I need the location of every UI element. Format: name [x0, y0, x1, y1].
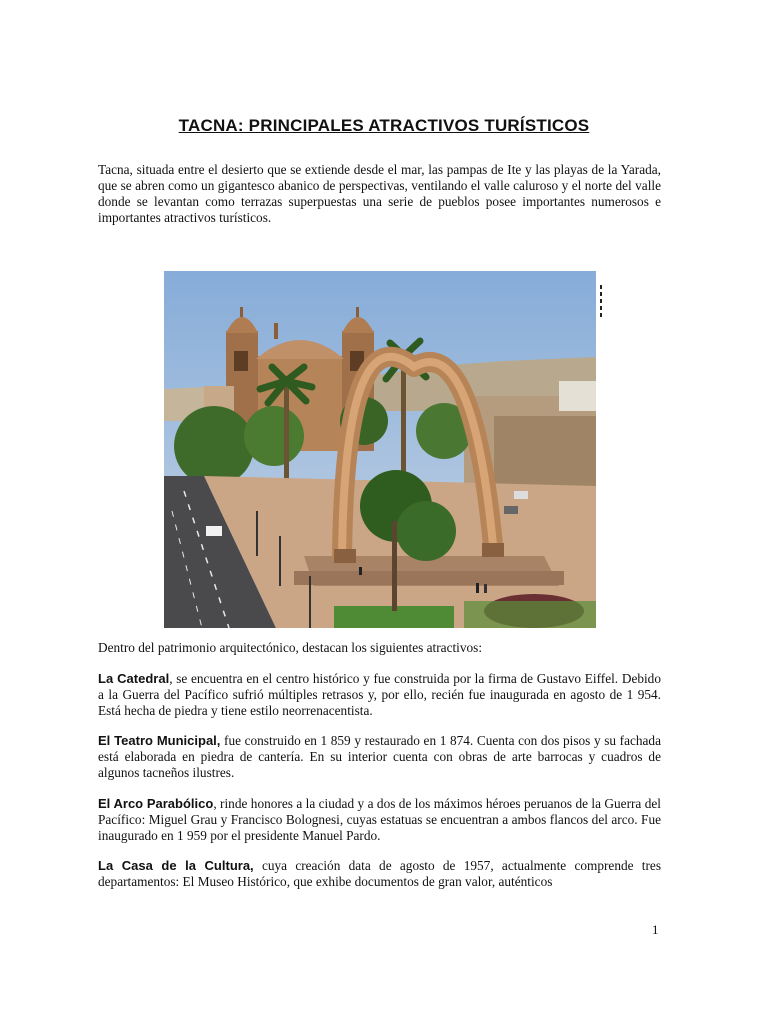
page-number: 1: [652, 922, 659, 937]
section-body: , se encuentra en el centro histórico y fue construida por la firma de Gustavo Eiffel. Debido a la Guerra del Pacífico sufrió múltiples retrasos y, por ello, recién fue inaugurada en agosto de 1 954. Está hecha de piedra y tiene estilo neorrenacentista.: [98, 671, 661, 718]
section-arco: [98, 796, 661, 844]
lead-in-paragraph: Dentro del patrimonio arquitectónico, destacan los siguientes atractivos:: [98, 640, 483, 655]
section-heading: La Catedral: [98, 671, 170, 686]
section-body: fue construido en 1 859 y restaurado en 1 874. Cuenta con dos pisos y su fachada está elaborada en piedra de cantería. En su interior cuenta con obras de arte barrocas y cuadros de algunos tacneños ilustres.: [98, 733, 661, 780]
section-heading: El Teatro Municipal,: [98, 733, 221, 748]
section-heading: La Casa de la Cultura,: [98, 858, 254, 873]
intro-paragraph: Tacna, situada entre el desierto que se extiende desde el mar, las pampas de Ite y las playas de la Yarada, que se abren como un gigantesco abanico de perspectivas, ventilando el valle caluroso y el norte del valle donde se levantan como terrazas superpuestas una serie de pueblos posee importantes numerosos e importantes atractivos turísticos.: [98, 162, 661, 225]
page-title: TACNA: PRINCIPALES ATRACTIVOS TURÍSTICOS: [178, 116, 590, 135]
section-teatro: [98, 733, 661, 781]
section-body: , rinde honores a la ciudad y a dos de los máximos héroes peruanos de la Guerra del Pacífico: Miguel Grau y Francisco Bolognesi, cuyas estatuas se encuentran a ambos flancos del arco. Fue inaugurado en 1 959 por el presidente Manuel Pardo.: [98, 796, 662, 843]
section-heading: El Arco Parabólico: [98, 796, 214, 811]
section-body: cuya creación data de agosto de 1957, actualmente comprende tres departamentos: El Museo Histórico, que exhibe documentos de gran valor, auténticos: [98, 858, 661, 889]
plaza-photo: [164, 271, 596, 628]
section-casa-cultura: [98, 858, 661, 890]
plaza-illustration: [164, 271, 596, 628]
section-catedral: [98, 671, 661, 719]
margin-mark: [600, 285, 603, 323]
